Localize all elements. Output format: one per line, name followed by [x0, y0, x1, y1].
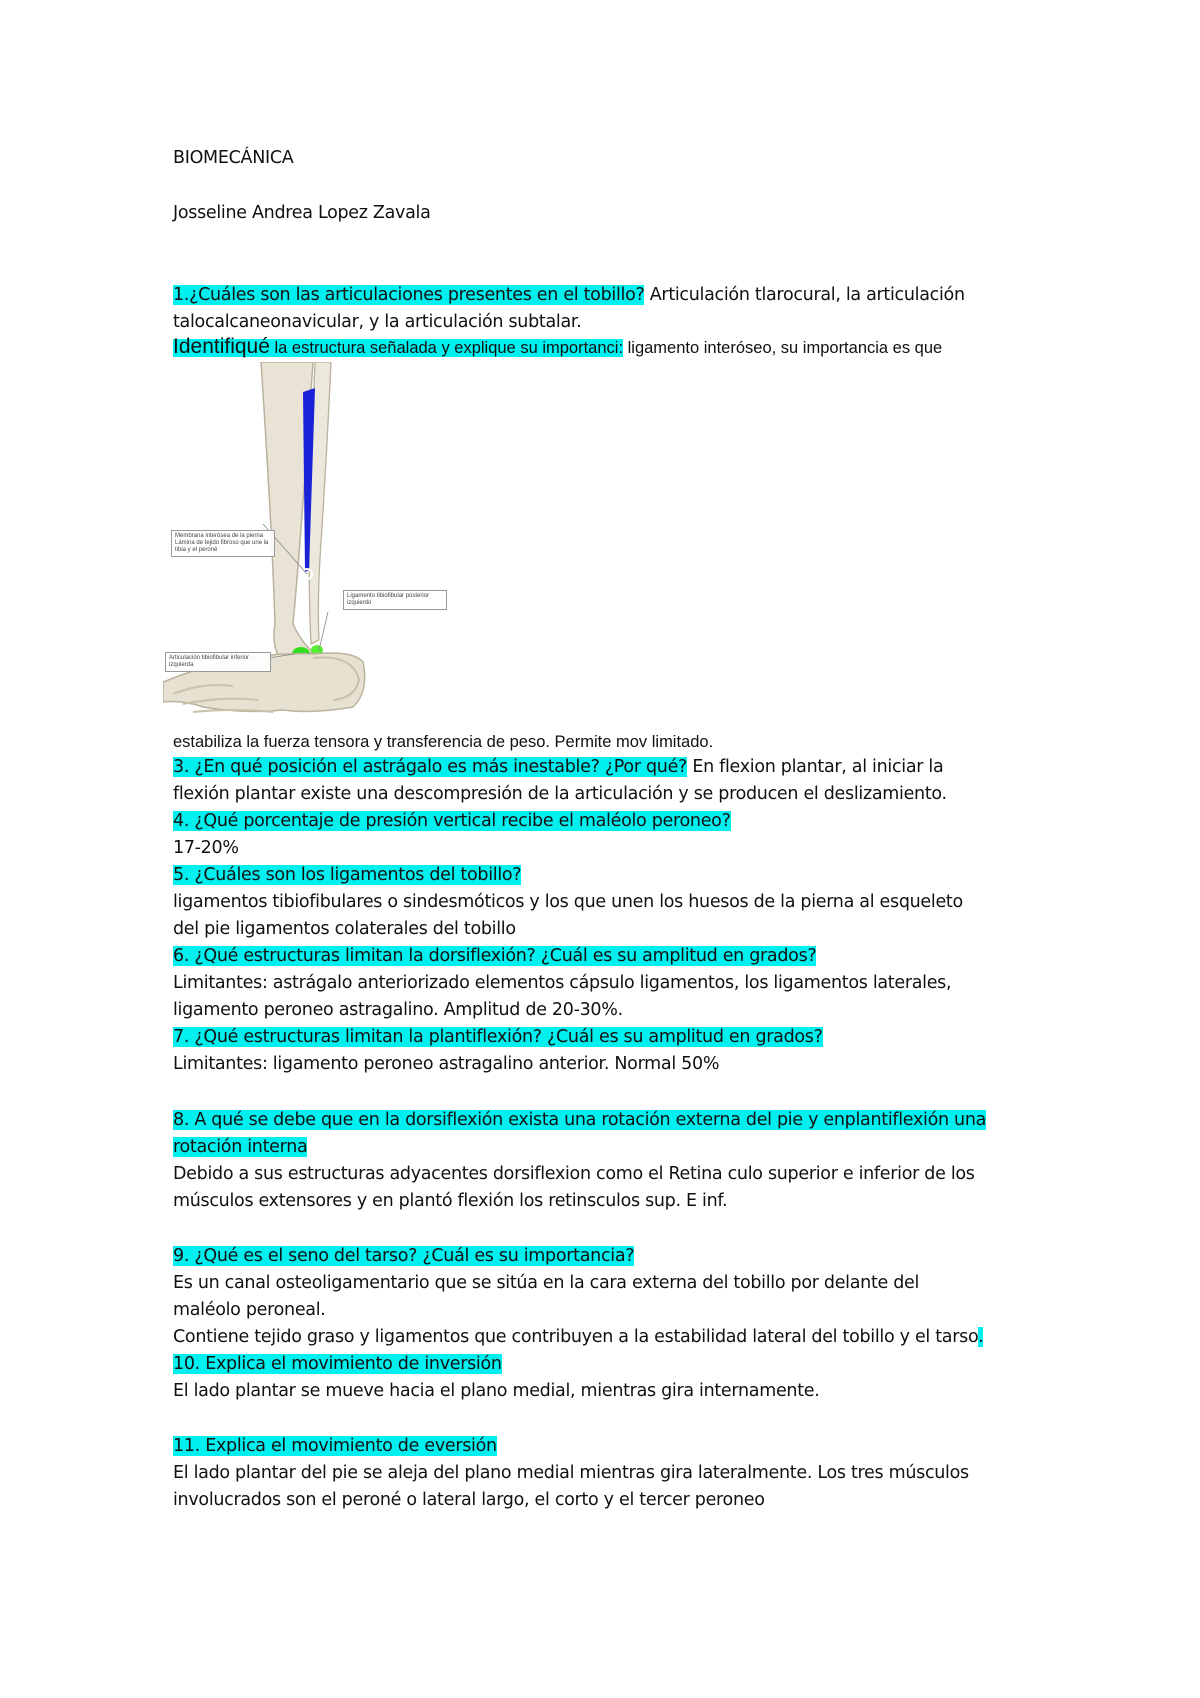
q9-answer-2: maléolo peroneal.	[173, 1300, 326, 1320]
q8-line-1	[173, 1108, 986, 1132]
q11-answer-2: involucrados son el peroné o lateral largo, el corto y el tercer peroneo	[173, 1490, 765, 1510]
q9-question: 9. ¿Qué es el seno del tarso? ¿Cuál es su importancia?	[173, 1246, 635, 1266]
q9-answer-3-line	[173, 1325, 983, 1349]
q7-question: 7. ¿Qué estructuras limitan la plantiflexión? ¿Cuál es su amplitud en grados?	[173, 1027, 823, 1047]
q1-line	[173, 283, 965, 307]
callout-membrane	[171, 530, 275, 557]
q9-answer-3: Contiene tejido graso y ligamentos que contribuyen a la estabilidad lateral del tobillo y el tarso	[173, 1327, 979, 1347]
q2-answer-2: estabiliza la fuerza tensora y transferencia de peso. Permite mov limitado.	[173, 733, 714, 751]
document-title: BIOMECÁNICA	[173, 148, 294, 168]
q8-answer-2: músculos extensores y en plantó flexión los retinsculos sup. E inf.	[173, 1191, 728, 1211]
q8-line-2	[173, 1135, 307, 1159]
q9-line	[173, 1244, 634, 1268]
q4-line	[173, 809, 731, 833]
q5-answer-1: ligamentos tibiofibulares o sindesmóticos y los que unen los huesos de la pierna al esqueleto	[173, 892, 963, 912]
tibia-fibula-figure	[163, 362, 465, 727]
q1-answer-1: Articulación tlarocural, la articulación	[644, 285, 965, 305]
callout-tibiofibular-joint: Articulación tibiofibular inferior izquierda	[165, 652, 271, 672]
q7-line	[173, 1025, 823, 1049]
q3-answer-1: En flexion plantar, al iniciar la	[687, 757, 944, 777]
q5-answer-2: del pie ligamentos colaterales del tobillo	[173, 919, 516, 939]
q8-answer-1: Debido a sus estructuras adyacentes dorsiflexion como el Retina culo superior e inferior de los	[173, 1164, 975, 1184]
author-name: Josseline Andrea Lopez Zavala	[173, 203, 431, 223]
q11-question: 11. Explica el movimiento de eversión	[173, 1436, 497, 1456]
q2-question-word: Identifiqué	[173, 335, 270, 358]
q9-answer-1: Es un canal osteoligamentario que se sitúa en la cara externa del tobillo por delante del	[173, 1273, 920, 1293]
q4-question: 4. ¿Qué porcentaje de presión vertical recibe el maléolo peroneo?	[173, 811, 731, 831]
q10-answer: El lado plantar se mueve hacia el plano medial, mientras gira internamente.	[173, 1381, 820, 1401]
q2-answer-1: ligamento interóseo, su importancia es que	[623, 339, 943, 357]
q2-question-rest: la estructura señalada y explique su importanci:	[269, 339, 624, 357]
q6-answer-2: ligamento peroneo astragalino. Amplitud de 20-30%.	[173, 1000, 623, 1020]
q9-answer-3-end: .	[978, 1327, 984, 1347]
q3-line	[173, 755, 943, 779]
q11-line	[173, 1434, 497, 1458]
q2-question	[173, 335, 624, 358]
callout-membrane-text: Lámina de tejido fibroso que une la tibia y el peroné	[175, 540, 269, 553]
q8-question-1: 8. A qué se debe que en la dorsiflexión exista una rotación externa del pie y enplantiflexión una	[173, 1110, 987, 1130]
q10-line	[173, 1352, 502, 1376]
callout-membrane-title: Membrana interósea de la pierna	[175, 533, 264, 539]
q4-answer: 17-20%	[173, 838, 239, 858]
q5-line	[173, 863, 521, 887]
q5-question: 5. ¿Cuáles son los ligamentos del tobillo?	[173, 865, 522, 885]
q2-line	[173, 335, 942, 360]
q6-line	[173, 944, 816, 968]
q11-answer-1: El lado plantar del pie se aleja del plano medial mientras gira lateralmente. Los tres músculos	[173, 1463, 969, 1483]
q7-answer: Limitantes: ligamento peroneo astragalino anterior. Normal 50%	[173, 1054, 720, 1074]
q3-answer-2: flexión plantar existe una descompresión de la articulación y se producen el deslizamiento.	[173, 784, 947, 804]
q10-question: 10. Explica el movimiento de inversión	[173, 1354, 502, 1374]
q6-answer-1: Limitantes: astrágalo anteriorizado elementos cápsulo ligamentos, los ligamentos laterales,	[173, 973, 952, 993]
q1-answer-2: talocalcaneonavicular, y la articulación subtalar.	[173, 312, 582, 332]
q1-question: 1.¿Cuáles son las articulaciones presentes en el tobillo?	[173, 285, 645, 305]
q6-question: 6. ¿Qué estructuras limitan la dorsiflexión? ¿Cuál es su amplitud en grados?	[173, 946, 817, 966]
callout-posterior-ligament: Ligamento tibiofibular posterior izquierdo	[343, 590, 447, 610]
q3-question: 3. ¿En qué posición el astrágalo es más inestable? ¿Por qué?	[173, 757, 688, 777]
q8-question-2: rotación interna	[173, 1137, 308, 1157]
